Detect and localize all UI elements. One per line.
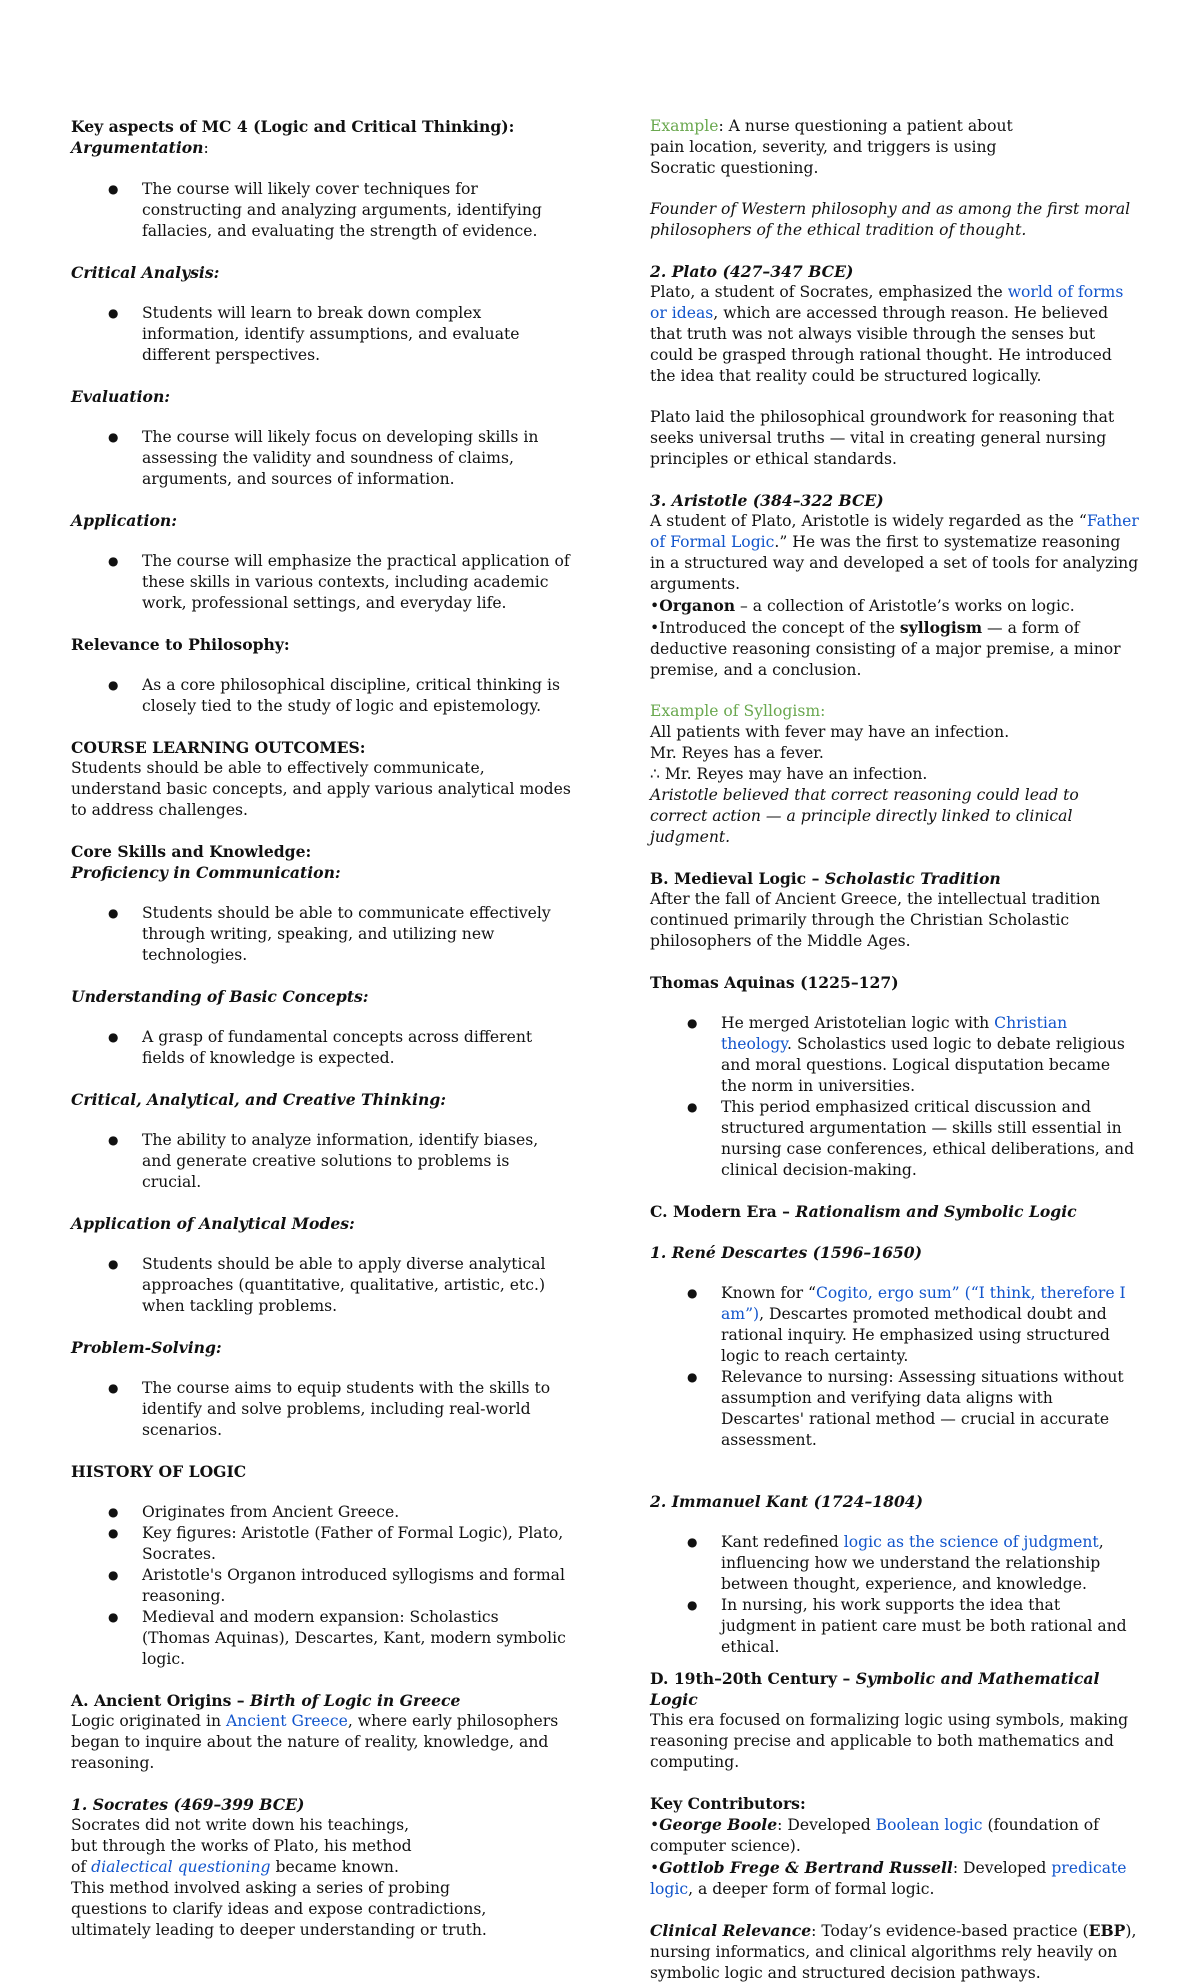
evaluation-heading: Evaluation: (71, 387, 171, 406)
list-item: ● The course aims to equip students with the skills to identify and solve problems, including real-world scenarios. (71, 1378, 571, 1441)
syllogism-premise: All patients with fever may have an infection. (650, 723, 1010, 741)
socrates-line: ultimately leading to deeper understanding or truth. (71, 1921, 487, 1939)
contributors-heading: Key Contributors: (650, 1794, 806, 1813)
syllogism-line: •Introduced the concept of the syllogism — a form of deductive reasoning consisting of a major premise, a minor premise, and a conclusion. (650, 618, 1121, 679)
ancient-greece-link[interactable]: Ancient Greece (225, 1712, 348, 1730)
relevance-heading: Relevance to Philosophy: (71, 635, 290, 654)
list-item: ● A grasp of fundamental concepts across different fields of knowledge is expected. (71, 1027, 571, 1069)
critical-analysis-list (71, 303, 571, 366)
list-item: ● The course will likely focus on developing skills in assessing the validity and soundness of claims, arguments, and sources of information. (71, 427, 571, 490)
ancient-heading: A. Ancient Origins – Birth of Logic in Greece (71, 1691, 461, 1710)
syllogism-example-label: Example of Syllogism: (650, 702, 826, 720)
socrates-line: questions to clarify ideas and expose contradictions, (71, 1900, 487, 1918)
organon-line: •Organon – a collection of Aristotle’s works on logic. (650, 596, 1075, 615)
ancient-text: Logic originated in Ancient Greece, where early philosophers began to inquire about the nature of reality, knowledge, and reasoning. (71, 1712, 559, 1772)
cogito-link[interactable]: Cogito, ergo sum” (“I think, therefore I am”) (721, 1284, 1126, 1323)
left-column (71, 116, 571, 1941)
plato-text: Plato, a student of Socrates, emphasized the world of forms or ideas, which are accessed through reason. He believed that truth was not always visible through the senses but could be grasped through rational thought. He introduced the idea that reality could be structured logically. (650, 283, 1124, 385)
list-item: ● Students will learn to break down complex information, identify assumptions, and evaluate different perspectives. (71, 303, 571, 366)
medieval-heading: B. Medieval Logic – Scholastic Tradition (650, 869, 1001, 888)
outcomes-heading: COURSE LEARNING OUTCOMES: (71, 738, 366, 757)
founder-text: Founder of Western philosophy and as among the first moral philosophers of the ethical tradition of thought. (650, 200, 1131, 239)
list-item: ● This period emphasized critical discussion and structured argumentation — skills still essential in nursing case conferences, ethical deliberations, and clinical decision-making. (650, 1097, 1140, 1181)
list-item: ● The ability to analyze information, identify biases, and generate creative solutions to problems is crucial. (71, 1130, 571, 1193)
application-list (71, 551, 571, 614)
socrates-line: Socrates did not write down his teachings, (71, 1816, 410, 1834)
plato-heading: 2. Plato (427–347 BCE) (650, 262, 854, 281)
list-item: ● Key figures: Aristotle (Father of Formal Logic), Plato, Socrates. (71, 1523, 571, 1565)
aquinas-list (650, 1013, 1140, 1181)
list-item: ● He merged Aristotelian logic with Christian theology. Scholastics used logic to debate religious and moral questions. Logical disputation became the norm in universities. (650, 1013, 1140, 1097)
list-item: ● Known for “Cogito, ergo sum” (“I think, therefore I am”), Descartes promoted methodical doubt and rational inquiry. He emphasized using structured logic to reach certainty. (650, 1283, 1140, 1367)
dialectical-questioning-link[interactable]: dialectical questioning (91, 1858, 271, 1876)
modern-heading: C. Modern Era – Rationalism and Symbolic Logic (650, 1202, 1077, 1221)
plato-groundwork-text: Plato laid the philosophical groundwork for reasoning that seeks universal truths — vital in creating general nursing principles or ethical standards. (650, 408, 1115, 468)
application-heading: Application: (71, 511, 177, 530)
thinking-heading: Critical, Analytical, and Creative Thinking: (71, 1090, 446, 1109)
clinical-relevance: Clinical Relevance: Today’s evidence-based practice (EBP), nursing informatics, and clinical algorithms rely heavily on symbolic logic and structured decision pathways. (650, 1921, 1137, 1982)
history-list (71, 1502, 571, 1670)
boolean-logic-link[interactable]: Boolean logic (875, 1816, 983, 1834)
communication-list (71, 903, 571, 966)
critical-analysis-heading: Critical Analysis: (71, 263, 220, 282)
aristotle-heading: 3. Aristotle (384–322 BCE) (650, 491, 884, 510)
descartes-list (650, 1283, 1140, 1451)
problem-solving-list (71, 1378, 571, 1441)
formal-logic-link[interactable]: Father of Formal Logic (650, 512, 1139, 551)
socrates-heading: 1. Socrates (469–399 BCE) (71, 1795, 305, 1814)
argumentation-list (71, 179, 571, 242)
boole-line: •George Boole: Developed Boolean logic (foundation of computer science). (650, 1815, 1099, 1855)
kant-heading: 2. Immanuel Kant (1724–1804) (650, 1492, 924, 1511)
logic-judgment-link[interactable]: logic as the science of judgment (843, 1533, 1099, 1551)
core-skills-heading: Core Skills and Knowledge: (71, 842, 312, 861)
list-item: ● The course will likely cover techniques for constructing and analyzing arguments, identifying fallacies, and evaluating the strength of evidence. (71, 179, 571, 242)
example-line: Socratic questioning. (650, 159, 819, 177)
century-text: This era focused on formalizing logic using symbols, making reasoning precise and applicable to both mathematics and computing. (650, 1711, 1129, 1771)
history-heading: HISTORY OF LOGIC (71, 1462, 247, 1481)
example-label: Example (650, 117, 719, 135)
list-item: ● Kant redefined logic as the science of judgment, influencing how we understand the relationship between thought, experience, and knowledge. (650, 1532, 1140, 1595)
evaluation-list (71, 427, 571, 490)
example-line: pain location, severity, and triggers is using (650, 138, 997, 156)
list-item: ● As a core philosophical discipline, critical thinking is closely tied to the study of logic and epistemology. (71, 675, 571, 717)
aristotle-text: A student of Plato, Aristotle is widely regarded as the “Father of Formal Logic.” He was the first to systematize reasoning in a structured way and developed a set of tools for analyzing arguments. (650, 512, 1139, 593)
basic-concepts-heading: Understanding of Basic Concepts: (71, 987, 369, 1006)
doc-title: Key aspects of MC 4 (Logic and Critical Thinking): (71, 117, 515, 136)
analytical-modes-list (71, 1254, 571, 1317)
century-heading: D. 19th–20th Century – Symbolic and Mathematical Logic (650, 1669, 1100, 1709)
socrates-line: of dialectical questioning became known. (71, 1858, 399, 1876)
relevance-list (71, 675, 571, 717)
syllogism-premise: Mr. Reyes has a fever. (650, 744, 824, 762)
syllogism-conclusion: ∴ Mr. Reyes may have an infection. (650, 765, 928, 783)
descartes-heading: 1. René Descartes (1596–1650) (650, 1243, 922, 1262)
basic-concepts-list (71, 1027, 571, 1069)
list-item: ● Originates from Ancient Greece. (71, 1502, 571, 1523)
aristotle-belief: Aristotle believed that correct reasoning could lead to correct action — a principle directly linked to clinical judgment. (650, 786, 1079, 846)
socrates-line: This method involved asking a series of probing (71, 1879, 451, 1897)
medieval-text: After the fall of Ancient Greece, the intellectual tradition continued primarily through the Christian Scholastic philosophers of the Middle Ages. (650, 890, 1101, 950)
list-item: ● In nursing, his work supports the idea that judgment in patient care must be both rational and ethical. (650, 1595, 1140, 1658)
predicate-logic-link[interactable]: predicate logic (650, 1859, 1127, 1898)
thinking-list (71, 1130, 571, 1193)
list-item: ● The course will emphasize the practical application of these skills in various contexts, including academic work, professional settings, and everyday life. (71, 551, 571, 614)
communication-heading: Proficiency in Communication: (71, 863, 341, 882)
example-line: Example: A nurse questioning a patient about (650, 117, 1013, 135)
list-item: ● Relevance to nursing: Assessing situations without assumption and verifying data aligns with Descartes' rational method — crucial in accurate assessment. (650, 1367, 1140, 1451)
list-item: ● Medieval and modern expansion: Scholastics (Thomas Aquinas), Descartes, Kant, modern symbolic logic. (71, 1607, 571, 1670)
kant-list (650, 1532, 1140, 1658)
world-of-forms-link[interactable]: world of forms or ideas (650, 283, 1124, 322)
aquinas-heading: Thomas Aquinas (1225–127) (650, 973, 899, 992)
frege-line: •Gottlob Frege & Bertrand Russell: Developed predicate logic, a deeper form of formal logic. (650, 1858, 1127, 1898)
list-item: ● Aristotle's Organon introduced syllogisms and formal reasoning. (71, 1565, 571, 1607)
socrates-line: but through the works of Plato, his method (71, 1837, 412, 1855)
list-item: ● Students should be able to communicate effectively through writing, speaking, and utilizing new technologies. (71, 903, 571, 966)
christian-theology-link[interactable]: Christian theology (721, 1014, 1068, 1053)
analytical-modes-heading: Application of Analytical Modes: (71, 1214, 355, 1233)
list-item: ● Students should be able to apply diverse analytical approaches (quantitative, qualitative, artistic, etc.) when tackling problems. (71, 1254, 571, 1317)
argumentation-heading: Argumentation: (71, 138, 209, 157)
right-column (650, 116, 1140, 1984)
outcomes-text: Students should be able to effectively communicate, understand basic concepts, and apply various analytical modes to address challenges. (71, 759, 571, 819)
problem-solving-heading: Problem-Solving: (71, 1338, 222, 1357)
